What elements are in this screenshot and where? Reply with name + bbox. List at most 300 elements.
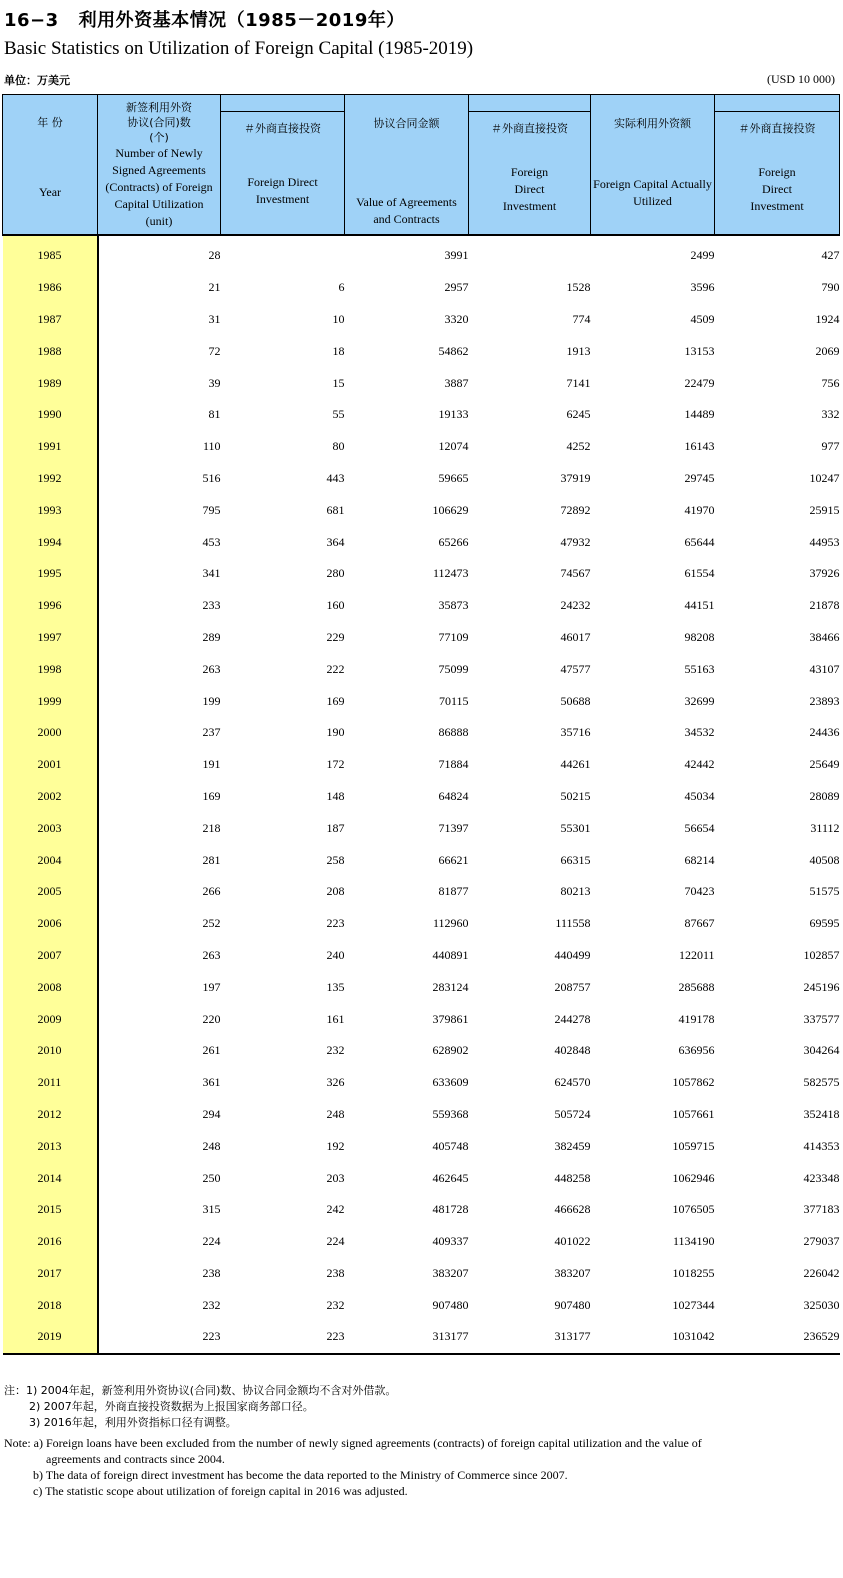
- cell-fdi-value: 37919: [560, 470, 591, 485]
- header-fdi-utilized-cn: ＃外商直接投资: [738, 121, 816, 135]
- cell-year: 2018: [3, 1289, 98, 1321]
- cell-fdi-value: 382459: [554, 1138, 591, 1153]
- cell-capital-utilized: 1062946: [672, 1170, 715, 1185]
- cell-fdi-utilized: 790: [821, 280, 840, 295]
- cell-fdi-value: 74567: [560, 566, 591, 581]
- cell-year: 2012: [3, 1099, 98, 1131]
- cell-year: 2005: [3, 876, 98, 908]
- cell-fdi-utilized: 236529: [715, 1321, 840, 1354]
- cell-capital-utilized: 45034: [684, 788, 715, 803]
- cell-fdi-value: 383207: [554, 1265, 591, 1280]
- cell-fdi-count: 223: [221, 1321, 345, 1354]
- table-row: [3, 876, 840, 908]
- cell-fdi-value: 1528: [566, 280, 591, 295]
- table-number: 16−3: [4, 10, 59, 31]
- cell-year: 2003: [3, 812, 98, 844]
- cell-capital-utilized: 636956: [678, 1043, 715, 1058]
- table-row: [3, 1321, 840, 1354]
- cell-capital-utilized: 419178: [678, 1011, 715, 1026]
- header-year: [3, 95, 98, 236]
- cell-fdi-count: 6: [338, 280, 345, 295]
- note-en-b: b) The data of foreign direct investment has become the data reported to the Ministry of Commerce since 2007.: [33, 1468, 568, 1482]
- header-agreements-value-en: Value of Agreements and Contracts: [356, 195, 457, 226]
- cell-fdi-count: 10: [332, 311, 345, 326]
- cell-agreements-count: 39: [208, 375, 221, 390]
- table-row: [3, 1289, 840, 1321]
- cell-capital-utilized: 34532: [684, 725, 715, 740]
- notes-cn: [4, 1383, 396, 1431]
- cell-year: 1991: [3, 431, 98, 463]
- cell-capital-utilized: 55163: [684, 661, 715, 676]
- cell-agreements-value: 3320: [444, 311, 469, 326]
- cell-capital-utilized: 1018255: [672, 1265, 715, 1280]
- cell-fdi-utilized: 352418: [803, 1106, 840, 1121]
- cell-fdi-value: 66315: [560, 852, 591, 867]
- cell-fdi-utilized: 24436: [809, 725, 840, 740]
- cell-agreements-count: 72: [208, 343, 221, 358]
- cell-agreements-count: 110: [202, 439, 221, 454]
- table-row: [3, 463, 840, 495]
- header-capital-utilized: [591, 95, 715, 236]
- cell-agreements-value: 106629: [432, 502, 469, 517]
- cell-fdi-count: 80: [332, 439, 345, 454]
- cell-fdi-value: 46017: [560, 629, 591, 644]
- cell-capital-utilized: 56654: [684, 820, 715, 835]
- cell-agreements-value: 440891: [432, 947, 469, 962]
- cell-agreements-value: 112960: [432, 916, 469, 931]
- cell-fdi-count: 169: [326, 693, 345, 708]
- cell-fdi-count: 15: [332, 375, 345, 390]
- cell-fdi-utilized: 977: [821, 439, 840, 454]
- table-row: [3, 1035, 840, 1067]
- cell-fdi-utilized: 37926: [809, 566, 840, 581]
- cell-agreements-value: 77109: [438, 629, 469, 644]
- cell-agreements-value: 383207: [432, 1265, 469, 1280]
- cell-agreements-count: 21: [208, 280, 221, 295]
- cell-fdi-count: 364: [326, 534, 345, 549]
- table-row: [3, 622, 840, 654]
- cell-capital-utilized: 4509: [690, 311, 715, 326]
- cell-fdi-utilized: 414353: [803, 1138, 840, 1153]
- cell-fdi-value: 505724: [554, 1106, 591, 1121]
- table-row: [3, 1258, 840, 1290]
- cell-year: 1993: [3, 494, 98, 526]
- cell-agreements-value: 379861: [432, 1011, 469, 1026]
- cell-fdi-value: 47577: [560, 661, 591, 676]
- table-row: [3, 1226, 840, 1258]
- cell-year: 2011: [3, 1067, 98, 1099]
- cell-year: 2004: [3, 844, 98, 876]
- cell-year: 2010: [3, 1035, 98, 1067]
- cell-capital-utilized: 44151: [684, 598, 715, 613]
- cell-fdi-utilized: 44953: [809, 534, 840, 549]
- cell-fdi-utilized: 279037: [803, 1234, 840, 1249]
- cell-fdi-utilized: 25915: [809, 502, 840, 517]
- cell-fdi-count: 192: [326, 1138, 345, 1153]
- cell-fdi-count: 203: [326, 1170, 345, 1185]
- note-cn-3: 3) 2016年起，利用外资指标口径有调整。: [29, 1416, 237, 1429]
- table-row: [3, 431, 840, 463]
- cell-year: 2007: [3, 940, 98, 972]
- cell-capital-utilized: 42442: [684, 757, 715, 772]
- table-row: [3, 1099, 840, 1131]
- cell-agreements-count: 795: [202, 502, 221, 517]
- cell-agreements-count: 516: [202, 470, 221, 485]
- cell-capital-utilized: 32699: [684, 693, 715, 708]
- cell-agreements-value: 633609: [432, 1075, 469, 1090]
- cell-agreements-count: 281: [202, 852, 221, 867]
- cell-year: 1990: [3, 399, 98, 431]
- cell-fdi-value: 7141: [566, 375, 591, 390]
- header-agreements-count-en: Number of Newly Signed Agreements (Contracts) of Foreign Capital Utilization (unit): [105, 146, 213, 228]
- cell-fdi-utilized: 43107: [809, 661, 840, 676]
- header-fdi-count: [221, 112, 345, 236]
- note-cn-2: 2) 2007年起，外商直接投资数据为上报国家商务部口径。: [29, 1400, 314, 1413]
- cell-agreements-value: 3991: [444, 248, 469, 263]
- table-row: [3, 653, 840, 685]
- cell-year: 2013: [3, 1130, 98, 1162]
- cell-capital-utilized: 87667: [684, 916, 715, 931]
- cell-year: 2009: [3, 1003, 98, 1035]
- cell-fdi-count: 208: [326, 884, 345, 899]
- cell-fdi-count: 229: [326, 629, 345, 644]
- cell-fdi-utilized: 226042: [803, 1265, 840, 1280]
- cell-fdi-count: 232: [326, 1297, 345, 1312]
- table-row: [3, 526, 840, 558]
- header-fdi-value-en: Foreign Direct Investment: [502, 164, 557, 213]
- cell-fdi-utilized: 377183: [803, 1202, 840, 1217]
- cell-agreements-value: 66621: [438, 852, 469, 867]
- cell-agreements-value: 54862: [438, 343, 469, 358]
- cell-fdi-value: 4252: [566, 439, 591, 454]
- cell-capital-utilized: 1057862: [672, 1075, 715, 1090]
- cell-capital-utilized: 68214: [684, 852, 715, 867]
- table-row: [3, 1130, 840, 1162]
- cell-fdi-utilized: 427: [821, 248, 840, 263]
- cell-year: 1992: [3, 463, 98, 495]
- header-fdi-value-cn: ＃外商直接投资: [491, 121, 568, 135]
- cell-fdi-count: 240: [326, 947, 345, 962]
- cell-fdi-value: 401022: [554, 1234, 591, 1249]
- cell-fdi-value: 24232: [560, 598, 591, 613]
- cell-capital-utilized: 29745: [684, 470, 715, 485]
- cell-agreements-value: 71884: [438, 757, 469, 772]
- cell-agreements-count: 248: [202, 1138, 221, 1153]
- cell-capital-utilized: 1059715: [672, 1138, 715, 1153]
- cell-fdi-count: 238: [326, 1265, 345, 1280]
- cell-agreements-value: 112473: [432, 566, 469, 581]
- cell-agreements-value: 65266: [438, 534, 469, 549]
- cell-fdi-count: 232: [326, 1043, 345, 1058]
- table-row: [3, 717, 840, 749]
- header-agreements-value-cn: 协议合同金额: [373, 117, 440, 130]
- cell-agreements-count: 250: [202, 1170, 221, 1185]
- cell-fdi-value: [469, 235, 591, 272]
- cell-fdi-value: 50688: [560, 693, 591, 708]
- cell-agreements-value: 405748: [432, 1138, 469, 1153]
- header-fdi-count-cn: ＃外商直接投资: [244, 121, 321, 135]
- table-row: [3, 1067, 840, 1099]
- header-year-en: Year: [38, 185, 62, 199]
- cell-year: 1999: [3, 685, 98, 717]
- cell-fdi-count: 190: [326, 725, 345, 740]
- cell-fdi-count: 222: [326, 661, 345, 676]
- cell-year: 2001: [3, 749, 98, 781]
- cell-fdi-utilized: 423348: [803, 1170, 840, 1185]
- cell-fdi-utilized: 304264: [803, 1043, 840, 1058]
- table-row: [3, 1162, 840, 1194]
- cell-agreements-count: 341: [202, 566, 221, 581]
- cell-fdi-value: 44261: [560, 757, 591, 772]
- cell-agreements-value: 59665: [438, 470, 469, 485]
- cell-fdi-count: 135: [326, 979, 345, 994]
- cell-capital-utilized: 1057661: [672, 1106, 715, 1121]
- table-row: [3, 304, 840, 336]
- cell-capital-utilized: 14489: [684, 407, 715, 422]
- table-row: [3, 367, 840, 399]
- cell-fdi-value: 440499: [554, 947, 591, 962]
- table-row: [3, 235, 840, 272]
- cell-capital-utilized: 285688: [678, 979, 715, 994]
- cell-agreements-count: 263: [202, 947, 221, 962]
- cell-fdi-value: 208757: [554, 979, 591, 994]
- statistics-table: [2, 94, 840, 1355]
- cell-capital-utilized: 61554: [684, 566, 715, 581]
- cell-agreements-value: 35873: [438, 598, 469, 613]
- cell-fdi-value: 72892: [560, 502, 591, 517]
- cell-agreements-count: 169: [202, 788, 221, 803]
- cell-fdi-value: 35716: [560, 725, 591, 740]
- cell-year: 2006: [3, 908, 98, 940]
- cell-year: 1987: [3, 304, 98, 336]
- cell-agreements-value: 462645: [432, 1170, 469, 1185]
- cell-fdi-utilized: 69595: [809, 916, 840, 931]
- notes-en-label: Note:: [4, 1436, 31, 1450]
- cell-fdi-count: 172: [326, 757, 345, 772]
- cell-agreements-value: 81877: [438, 884, 469, 899]
- cell-year: 1996: [3, 590, 98, 622]
- header-capital-utilized-cn: 实际利用外资额: [614, 117, 691, 130]
- cell-year: 2015: [3, 1194, 98, 1226]
- cell-capital-utilized: 1031042: [591, 1321, 715, 1354]
- cell-agreements-count: 199: [202, 693, 221, 708]
- cell-fdi-count: 161: [326, 1011, 345, 1026]
- cell-agreements-count: 263: [202, 661, 221, 676]
- cell-fdi-value: 6245: [566, 407, 591, 422]
- cell-agreements-count: 233: [202, 598, 221, 613]
- cell-fdi-count: 242: [326, 1202, 345, 1217]
- cell-fdi-utilized: 582575: [803, 1075, 840, 1090]
- cell-capital-utilized: 22479: [684, 375, 715, 390]
- cell-capital-utilized: 98208: [684, 629, 715, 644]
- table-row: [3, 844, 840, 876]
- cell-year: 1988: [3, 335, 98, 367]
- header-fdi-value: [469, 112, 591, 236]
- cell-agreements-value: 75099: [438, 661, 469, 676]
- cell-agreements-count: 361: [202, 1075, 221, 1090]
- table-row: [3, 812, 840, 844]
- table-row: [3, 335, 840, 367]
- cell-agreements-count: 237: [202, 725, 221, 740]
- cell-year: 2019: [3, 1321, 98, 1354]
- note-en-a: a) Foreign loans have been excluded from the number of newly signed agreements (contracts) of foreign capital utilization and the value of: [33, 1436, 702, 1450]
- cell-fdi-utilized: 332: [821, 407, 840, 422]
- cell-fdi-utilized: 31112: [810, 820, 840, 835]
- cell-agreements-value: 70115: [438, 693, 469, 708]
- table-header: [3, 95, 840, 236]
- cell-fdi-count: 148: [326, 788, 345, 803]
- cell-year: 1995: [3, 558, 98, 590]
- table-row: [3, 971, 840, 1003]
- cell-agreements-value: 12074: [438, 439, 469, 454]
- cell-fdi-value: 1913: [566, 343, 591, 358]
- title-cn-text: 利用外资基本情况（1985－2019年）: [78, 10, 405, 31]
- cell-fdi-value: 80213: [560, 884, 591, 899]
- table-row: [3, 685, 840, 717]
- header-year-cn: 年 份: [37, 116, 63, 129]
- cell-capital-utilized: 3596: [690, 280, 715, 295]
- cell-agreements-count: 31: [208, 311, 221, 326]
- cell-agreements-count: 266: [202, 884, 221, 899]
- cell-fdi-count: [221, 235, 345, 272]
- cell-year: 2008: [3, 971, 98, 1003]
- table-row: [3, 781, 840, 813]
- cell-agreements-value: 481728: [432, 1202, 469, 1217]
- cell-agreements-count: 315: [202, 1202, 221, 1217]
- cell-fdi-value: 244278: [554, 1011, 591, 1026]
- header-fdi-count-en: Foreign Direct Investment: [247, 174, 318, 206]
- page-title-cn: [4, 6, 405, 32]
- cell-agreements-count: 218: [202, 820, 221, 835]
- cell-year: 2017: [3, 1258, 98, 1290]
- cell-agreements-count: 238: [202, 1265, 221, 1280]
- cell-fdi-count: 681: [326, 502, 345, 517]
- cell-fdi-count: 326: [326, 1075, 345, 1090]
- header-fdi-utilized-en: Foreign Direct Investment: [750, 164, 804, 213]
- cell-agreements-count: 191: [202, 757, 221, 772]
- cell-fdi-utilized: 38466: [809, 629, 840, 644]
- cell-fdi-utilized: 1924: [815, 311, 840, 326]
- cell-fdi-utilized: 337577: [803, 1011, 840, 1026]
- header-spacer-3: [715, 95, 840, 112]
- cell-agreements-count: 232: [202, 1297, 221, 1312]
- cell-agreements-count: 294: [202, 1106, 221, 1121]
- cell-fdi-utilized: 2069: [815, 343, 840, 358]
- cell-fdi-count: 248: [326, 1106, 345, 1121]
- cell-agreements-count: 220: [202, 1011, 221, 1026]
- cell-fdi-utilized: 102857: [803, 947, 840, 962]
- cell-year: 1989: [3, 367, 98, 399]
- cell-capital-utilized: 122011: [678, 947, 715, 962]
- cell-year: 2014: [3, 1162, 98, 1194]
- cell-year: 2002: [3, 781, 98, 813]
- cell-fdi-utilized: 10247: [809, 470, 840, 485]
- page-title-en: Basic Statistics on Utilization of Foreign Capital (1985-2019): [4, 38, 474, 59]
- cell-agreements-value: 559368: [432, 1106, 469, 1121]
- cell-agreements-value: 86888: [438, 725, 469, 740]
- cell-fdi-value: 111558: [555, 916, 591, 931]
- cell-fdi-utilized: 325030: [803, 1297, 840, 1312]
- cell-agreements-value: 409337: [432, 1234, 469, 1249]
- cell-capital-utilized: 13153: [684, 343, 715, 358]
- cell-agreements-count: 453: [202, 534, 221, 549]
- cell-fdi-value: 466628: [554, 1202, 591, 1217]
- cell-fdi-value: 55301: [560, 820, 591, 835]
- cell-year: 2000: [3, 717, 98, 749]
- header-fdi-utilized: [715, 112, 840, 236]
- cell-fdi-count: 223: [326, 916, 345, 931]
- cell-fdi-count: 258: [326, 852, 345, 867]
- cell-fdi-count: 443: [326, 470, 345, 485]
- cell-agreements-value: 19133: [438, 407, 469, 422]
- table-row: [3, 1003, 840, 1035]
- cell-year: 2016: [3, 1226, 98, 1258]
- cell-fdi-count: 280: [326, 566, 345, 581]
- cell-fdi-value: 624570: [554, 1075, 591, 1090]
- cell-agreements-value: 283124: [432, 979, 469, 994]
- notes-en: [4, 1435, 794, 1499]
- cell-fdi-value: 402848: [554, 1043, 591, 1058]
- cell-year: 1997: [3, 622, 98, 654]
- cell-fdi-value: 907480: [554, 1297, 591, 1312]
- cell-agreements-value: 628902: [432, 1043, 469, 1058]
- cell-agreements-count: 81: [208, 407, 221, 422]
- cell-agreements-value: 313177: [345, 1321, 469, 1354]
- note-cn-1: 1) 2004年起，新签利用外资协议(合同)数、协议合同金额均不含对外借款。: [26, 1384, 397, 1397]
- cell-capital-utilized: 1076505: [672, 1202, 715, 1217]
- cell-fdi-count: 224: [326, 1234, 345, 1249]
- cell-capital-utilized: 70423: [684, 884, 715, 899]
- notes-cn-label: 注：: [4, 1384, 26, 1397]
- cell-capital-utilized: 1134190: [672, 1234, 715, 1249]
- table-row: [3, 399, 840, 431]
- cell-fdi-count: 18: [332, 343, 345, 358]
- table-row: [3, 940, 840, 972]
- note-en-c: c) The statistic scope about utilization of foreign capital in 2016 was adjusted.: [33, 1484, 408, 1498]
- cell-fdi-value: 448258: [554, 1170, 591, 1185]
- header-agreements-count: [98, 95, 221, 236]
- table-row: [3, 1194, 840, 1226]
- cell-agreements-count: 223: [98, 1321, 221, 1354]
- cell-fdi-count: 55: [332, 407, 345, 422]
- cell-fdi-value: 47932: [560, 534, 591, 549]
- cell-agreements-value: 3887: [444, 375, 469, 390]
- table-row: [3, 749, 840, 781]
- cell-agreements-count: 197: [202, 979, 221, 994]
- header-capital-utilized-en: Foreign Capital Actually Utilized: [593, 177, 712, 208]
- cell-fdi-utilized: 245196: [803, 979, 840, 994]
- header-spacer-2: [469, 95, 591, 112]
- table-row: [3, 494, 840, 526]
- header-agreements-count-cn: 新签利用外资 协议(合同)数 (个): [126, 101, 192, 144]
- cell-agreements-value: 64824: [438, 788, 469, 803]
- unit-label-en: (USD 10 000): [767, 72, 835, 86]
- header-spacer-1: [221, 95, 345, 112]
- cell-fdi-utilized: 23893: [809, 693, 840, 708]
- note-en-a-cont: agreements and contracts since 2004.: [46, 1452, 225, 1466]
- cell-agreements-count: 261: [202, 1043, 221, 1058]
- cell-agreements-value: 2957: [444, 280, 469, 295]
- cell-fdi-utilized: 51575: [809, 884, 840, 899]
- cell-capital-utilized: 16143: [684, 439, 715, 454]
- cell-fdi-utilized: 40508: [809, 852, 840, 867]
- cell-fdi-count: 160: [326, 598, 345, 613]
- cell-fdi-value: 774: [572, 311, 591, 326]
- table-row: [3, 558, 840, 590]
- cell-year: 1986: [3, 272, 98, 304]
- unit-label-cn: 单位：万美元: [4, 74, 70, 87]
- cell-agreements-value: 71397: [438, 820, 469, 835]
